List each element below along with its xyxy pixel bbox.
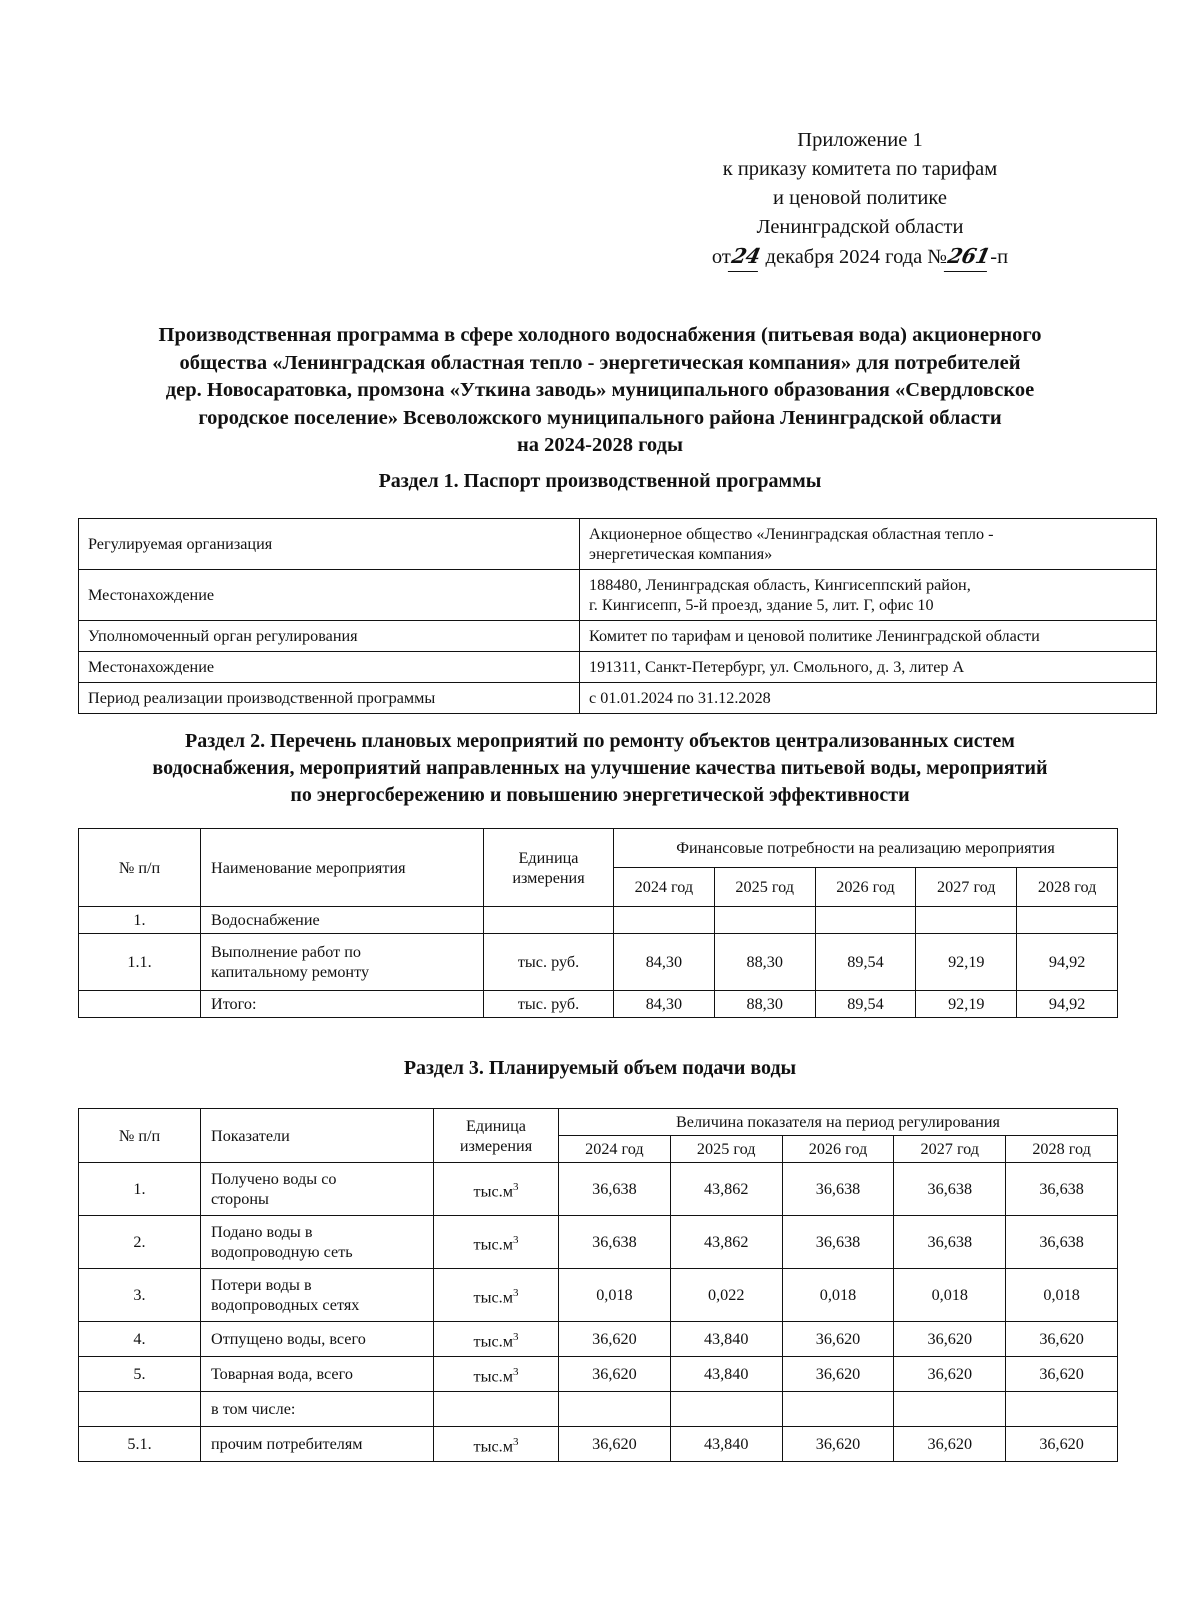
header-year-2024: 2024 год — [614, 868, 715, 907]
table-row — [79, 907, 1118, 934]
title-line-4: городское поселение» Всеволожского муниципального района Ленинградской области — [198, 406, 1002, 429]
passport-value: 191311, Санкт-Петербург, ул. Смольного, д. 3, литер А — [580, 652, 1157, 683]
header-unit — [434, 1109, 559, 1163]
row-num: 3. — [79, 1269, 201, 1322]
unit-base: тыс.м — [473, 1367, 513, 1386]
row-value-2024: 84,30 — [614, 934, 715, 991]
header-year-2026: 2026 год — [815, 868, 916, 907]
row-num — [79, 991, 201, 1018]
row-value-2026: 36,638 — [782, 1216, 894, 1269]
unit-base: тыс.м — [473, 1288, 513, 1307]
row-num: 5. — [79, 1357, 201, 1392]
row-name: Водоснабжение — [201, 907, 484, 934]
header-num: № п/п — [79, 829, 201, 907]
value-line-1: 188480, Ленинградская область, Кингисеппский район, — [589, 576, 971, 594]
row-value-2027: 36,638 — [894, 1216, 1006, 1269]
table-row — [79, 652, 1157, 683]
row-value-2028: 36,620 — [1006, 1427, 1118, 1462]
row-value-2025: 43,862 — [670, 1216, 782, 1269]
row-unit — [434, 1216, 559, 1269]
row-value-2027 — [894, 1392, 1006, 1427]
appendix-line-2: к приказу комитета по тарифам — [722, 158, 998, 180]
row-name-line-1: Получено воды со — [211, 1170, 337, 1188]
row-num: 2. — [79, 1216, 201, 1269]
row-value-2026: 0,018 — [782, 1269, 894, 1322]
table-row — [79, 1322, 1118, 1357]
row-value-2028: 94,92 — [1017, 934, 1118, 991]
table-row — [79, 621, 1157, 652]
row-name-line-1: Подано воды в — [211, 1223, 313, 1241]
row-value-2026: 36,620 — [782, 1357, 894, 1392]
date-suffix: -п — [990, 246, 1009, 268]
row-name — [201, 1269, 434, 1322]
passport-value — [580, 519, 1157, 570]
section-2-heading-line-2: водоснабжения, мероприятий направленных на улучшение качества питьевой воды, мероприятий — [152, 757, 1048, 779]
unit-exponent: 3 — [512, 1365, 519, 1378]
header-group: Финансовые потребности на реализацию мероприятия — [614, 829, 1118, 868]
date-prefix: от — [711, 246, 731, 268]
row-value-2027: 36,620 — [894, 1357, 1006, 1392]
table-header-row — [79, 829, 1118, 868]
row-value-2024: 36,638 — [559, 1163, 671, 1216]
row-value-2027: 36,620 — [894, 1427, 1006, 1462]
row-value-2028: 94,92 — [1017, 991, 1118, 1018]
row-name-line-2: водопроводных сетях — [211, 1296, 360, 1314]
table-row — [79, 1163, 1118, 1216]
header-unit-line-2: измерения — [512, 868, 585, 887]
unit-exponent: 3 — [512, 1435, 519, 1448]
row-num: 1. — [79, 1163, 201, 1216]
row-name-line-1: Выполнение работ по — [211, 943, 361, 961]
row-value-2026: 89,54 — [815, 934, 916, 991]
row-value-2028: 36,638 — [1006, 1216, 1118, 1269]
section-3-heading: Раздел 3. Планируемый объем подачи воды — [403, 1057, 797, 1079]
row-name — [201, 934, 484, 991]
passport-label: Уполномоченный орган регулирования — [79, 621, 580, 652]
row-num — [79, 1392, 201, 1427]
handwritten-day: 24 — [728, 242, 764, 272]
section-2-heading — [90, 728, 1110, 809]
volumes-table — [78, 1108, 1118, 1462]
row-value-2026 — [782, 1392, 894, 1427]
appendix-line-4: Ленинградской области — [756, 216, 964, 238]
row-value-2026: 36,638 — [782, 1163, 894, 1216]
table-row — [79, 519, 1157, 570]
section-2-heading-line-3: по энергосбережению и повышению энергетической эффективности — [290, 784, 910, 806]
row-name-line-2: капитальному ремонту — [211, 963, 370, 981]
table-row — [79, 1392, 1118, 1427]
row-value-2025: 43,840 — [670, 1357, 782, 1392]
row-name-line-2: стороны — [211, 1190, 269, 1208]
header-unit-line-1: Единица — [466, 1116, 526, 1135]
row-value-2025: 43,840 — [670, 1427, 782, 1462]
row-name — [201, 1163, 434, 1216]
unit-exponent: 3 — [512, 1233, 519, 1246]
row-num: 4. — [79, 1322, 201, 1357]
row-value-2027: 36,620 — [894, 1322, 1006, 1357]
row-value-2025: 0,022 — [670, 1269, 782, 1322]
header-year-2028: 2028 год — [1006, 1136, 1118, 1163]
table-row — [79, 570, 1157, 621]
table-row — [79, 1357, 1118, 1392]
row-value-2025: 88,30 — [714, 934, 815, 991]
row-value-2027: 92,19 — [916, 934, 1017, 991]
header-year-2028: 2028 год — [1017, 868, 1118, 907]
row-value-2024: 0,018 — [559, 1269, 671, 1322]
row-name: прочим потребителям — [201, 1427, 434, 1462]
passport-value: с 01.01.2024 по 31.12.2028 — [580, 683, 1157, 714]
row-unit — [434, 1322, 559, 1357]
row-value-2025: 43,862 — [670, 1163, 782, 1216]
unit-exponent: 3 — [512, 1180, 519, 1193]
passport-value — [580, 570, 1157, 621]
row-value-2026: 36,620 — [782, 1322, 894, 1357]
row-value-2026: 89,54 — [815, 991, 916, 1018]
table-row — [79, 1216, 1118, 1269]
header-year-2024: 2024 год — [559, 1136, 671, 1163]
row-unit — [484, 907, 614, 934]
header-year-2027: 2027 год — [916, 868, 1017, 907]
unit-exponent: 3 — [512, 1286, 519, 1299]
date-middle: декабря 2024 года № — [765, 246, 947, 268]
unit-base: тыс.м — [473, 1332, 513, 1351]
table-header-row — [79, 1109, 1118, 1136]
header-unit-line-1: Единица — [518, 848, 579, 867]
row-value-2027 — [916, 907, 1017, 934]
row-unit — [434, 1357, 559, 1392]
table-row — [79, 1427, 1118, 1462]
appendix-header — [640, 126, 1080, 272]
row-value-2028: 0,018 — [1006, 1269, 1118, 1322]
header-year-2025: 2025 год — [670, 1136, 782, 1163]
table-row — [79, 934, 1118, 991]
unit-exponent: 3 — [512, 1330, 519, 1343]
appendix-line-3: и ценовой политике — [773, 187, 947, 209]
row-num: 1.1. — [79, 934, 201, 991]
row-name: Товарная вода, всего — [201, 1357, 434, 1392]
row-value-2027: 36,638 — [894, 1163, 1006, 1216]
title-line-2: общества «Ленинградская областная тепло - энергетическая компания» для потребителей — [179, 351, 1021, 374]
row-unit — [434, 1427, 559, 1462]
passport-label: Регулируемая организация — [79, 519, 580, 570]
measures-table — [78, 828, 1118, 1018]
section-2-heading-line-1: Раздел 2. Перечень плановых мероприятий по ремонту объектов централизованных систем — [185, 730, 1015, 752]
row-value-2028: 36,638 — [1006, 1163, 1118, 1216]
header-unit — [484, 829, 614, 907]
unit-base: тыс.м — [473, 1182, 513, 1201]
header-year-2025: 2025 год — [714, 868, 815, 907]
unit-base: тыс.м — [473, 1235, 513, 1254]
appendix-order-date-line — [640, 242, 1080, 272]
row-name: Итого: — [201, 991, 484, 1018]
row-value-2024 — [559, 1392, 671, 1427]
value-line-2: г. Кингисепп, 5-й проезд, здание 5, лит. Г, офис 10 — [589, 596, 934, 614]
page-title — [95, 322, 1105, 460]
row-value-2028 — [1006, 1392, 1118, 1427]
row-value-2024: 36,638 — [559, 1216, 671, 1269]
row-value-2026: 36,620 — [782, 1427, 894, 1462]
row-num: 1. — [79, 907, 201, 934]
row-name-line-2: водопроводную сеть — [211, 1243, 353, 1261]
title-line-1: Производственная программа в сфере холодного водоснабжения (питьевая вода) акционерного — [158, 324, 1042, 346]
row-value-2025 — [714, 907, 815, 934]
header-group: Величина показателя на период регулирования — [559, 1109, 1118, 1136]
header-year-2027: 2027 год — [894, 1136, 1006, 1163]
row-unit — [434, 1392, 559, 1427]
passport-value: Комитет по тарифам и ценовой политике Ленинградской области — [580, 621, 1157, 652]
table-row — [79, 1269, 1118, 1322]
row-name-line-1: Потери воды в — [211, 1276, 312, 1294]
row-value-2024: 36,620 — [559, 1322, 671, 1357]
section-1-heading: Раздел 1. Паспорт производственной программы — [378, 470, 822, 492]
row-value-2024: 36,620 — [559, 1427, 671, 1462]
row-value-2027: 0,018 — [894, 1269, 1006, 1322]
row-unit — [434, 1269, 559, 1322]
row-value-2025: 43,840 — [670, 1322, 782, 1357]
row-name: в том числе: — [201, 1392, 434, 1427]
value-line-1: Акционерное общество «Ленинградская областная тепло - — [589, 525, 994, 543]
row-unit — [434, 1163, 559, 1216]
header-name: Наименование мероприятия — [201, 829, 484, 907]
passport-label: Местонахождение — [79, 570, 580, 621]
title-line-5: на 2024-2028 годы — [517, 434, 683, 456]
row-value-2024: 84,30 — [614, 991, 715, 1018]
header-name: Показатели — [201, 1109, 434, 1163]
row-value-2026 — [815, 907, 916, 934]
row-name — [201, 1216, 434, 1269]
row-value-2028: 36,620 — [1006, 1357, 1118, 1392]
row-value-2024 — [614, 907, 715, 934]
header-year-2026: 2026 год — [782, 1136, 894, 1163]
row-unit: тыс. руб. — [484, 934, 614, 991]
header-unit-line-2: измерения — [459, 1136, 533, 1155]
table-row — [79, 991, 1118, 1018]
appendix-line-1: Приложение 1 — [797, 129, 923, 151]
value-line-2: энергетическая компания» — [589, 545, 773, 563]
row-num: 5.1. — [79, 1427, 201, 1462]
row-value-2028: 36,620 — [1006, 1322, 1118, 1357]
row-value-2025 — [670, 1392, 782, 1427]
passport-label: Местонахождение — [79, 652, 580, 683]
title-line-3: дер. Новосаратовка, промзона «Уткина заводь» муниципального образования «Свердловское — [165, 379, 1035, 401]
row-value-2025: 88,30 — [714, 991, 815, 1018]
unit-base: тыс.м — [473, 1437, 513, 1456]
passport-table — [78, 518, 1157, 714]
row-value-2028 — [1017, 907, 1118, 934]
passport-label: Период реализации производственной программы — [79, 683, 580, 714]
row-name: Отпущено воды, всего — [201, 1322, 434, 1357]
row-unit: тыс. руб. — [484, 991, 614, 1018]
table-row — [79, 683, 1157, 714]
header-num: № п/п — [79, 1109, 201, 1163]
row-value-2027: 92,19 — [916, 991, 1017, 1018]
handwritten-order-number: 261 — [944, 242, 994, 272]
row-value-2024: 36,620 — [559, 1357, 671, 1392]
